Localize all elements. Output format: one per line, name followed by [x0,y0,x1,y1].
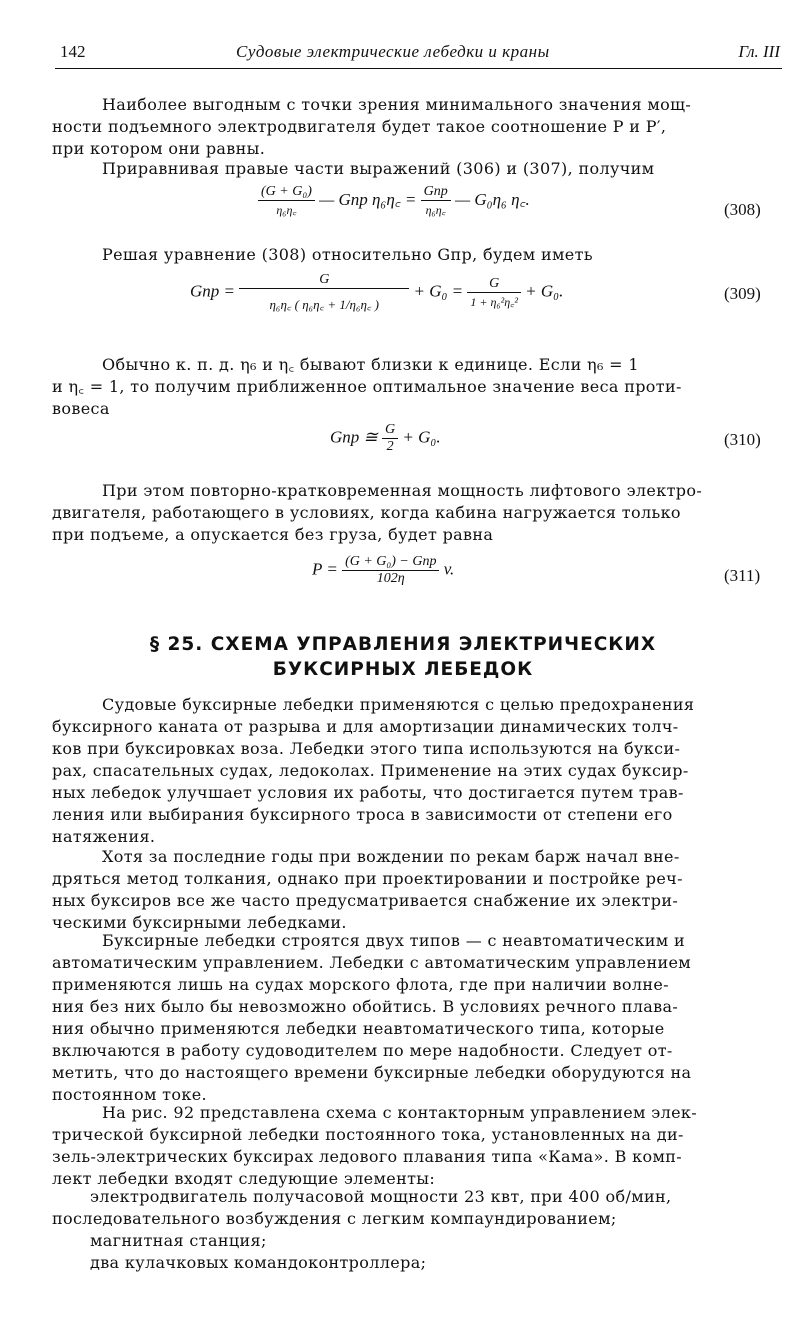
running-title: Судовые электрические лебедки и краны [236,42,550,61]
text-line: При этом повторно-кратковременная мощность лифтового электро- [102,481,703,500]
paragraph-7 [52,846,780,934]
page-number: 142 [60,42,86,61]
text-line: ков при буксировках воза. Лебедки этого типа используются на букси- [52,739,681,758]
text-line: ления или выбирания буксирного троса в зависимости от степени его [52,805,673,824]
text-line: постоянном токе. [52,1085,207,1104]
equation-number-308: (308) [724,200,761,219]
text-line: автоматическим управлением. Лебедки с автоматическим управлением [52,953,692,972]
fraction: $\frac{\text{(G + G₀) − Gпр}}{102\eta}$ [342,554,439,587]
text-line: ных буксиров все же часто предусматривается снабжение их электри- [52,891,679,910]
equation-number-311: (311) [724,566,761,585]
text-line: дряться метод толкания, однако при проектировании и постройке реч- [52,869,683,888]
text-line: зель-электрических буксирах ледового плавания типа «Кама». В комп- [52,1147,683,1166]
text-line: последовательного возбуждения с легким компаундированием; [52,1209,617,1228]
text-line: ных лебедок улучшает условия их работы, что достигается путем трав- [52,783,684,802]
text-line: при котором они равны. [52,139,266,158]
paragraph-3 [52,244,780,266]
text-line: трической буксирной лебедки постоянного тока, установленных на ди- [52,1125,684,1144]
text-line: при подъеме, а опускается без груза, будет равна [52,525,494,544]
text-line: и η꜀ = 1, то получим приближенное оптимальное значение веса проти- [52,377,682,396]
text-line: применяются лишь на судах морского флота, где при наличии волне- [52,975,669,994]
text-line: Наиболее выгодным с точки зрения минимального значения мощ- [102,95,692,114]
section-title-line: БУКСИРНЫХ ЛЕБЕДОК [272,659,534,680]
text-line: буксирного каната от разрыва и для амортизации динамических толч- [52,717,679,736]
section-heading [80,632,726,682]
equation-311: P = $\frac{\text{(G + G₀) − Gпр}}{102\eta}$ v. [312,554,455,586]
equation-number-309: (309) [724,284,761,303]
paragraph-10 [52,1186,780,1230]
section-title-line: § 25. СХЕМА УПРАВЛЕНИЯ ЭЛЕКТРИЧЕСКИХ [149,634,657,655]
text-line: ности подъемного электродвигателя будет такое соотношение P и P′, [52,117,667,136]
paragraph-6 [52,694,780,848]
paragraph-1 [52,94,780,160]
fraction: $\frac{\text{Gпр}}{\text{η₆η꜀}}$ [421,184,451,218]
fraction: $\frac{G}{2}$ [382,422,398,455]
fraction: $\frac{G}{\text{1 + η₆²η꜀²}}$ [467,276,521,310]
text-line: вовеса [52,399,110,418]
equation-308: $\frac{\text{(G + G₀)}}{\text{η₆η꜀}}$ — Gпр η₆η꜀ = $\frac{\text{Gпр}}{\text{η₆η꜀}}$ — G₀η₆ η꜀. [258,184,530,218]
paragraph-9 [52,1102,780,1190]
text-line: лект лебедки входят следующие элементы: [52,1169,436,1188]
paragraph-8 [52,930,780,1106]
paragraph-2 [52,158,780,180]
text-line: ния обычно применяются лебедки неавтоматического типа, которые [52,1019,665,1038]
paragraph-4 [52,354,780,420]
text-line: Обычно к. п. д. η₆ и η꜀ бывают близки к единице. Если η₆ = 1 [102,355,639,374]
text-line: ческими буксирными лебедками. [52,913,347,932]
equation-310: Gпр ≅ $\frac{G}{2}$ + G₀. [330,422,441,454]
text-line: Судовые буксирные лебедки применяются с целью предохранения [102,695,695,714]
text-line: рах, спасательных судах, ледоколах. Применение на этих судах буксир- [52,761,689,780]
text-line: Решая уравнение (308) относительно Gпр, будем иметь [102,245,593,264]
text-line: электродвигатель получасовой мощности 23 квт, при 400 об/мин, [90,1187,672,1206]
equation-number-310: (310) [724,430,761,449]
paragraph-11 [52,1230,780,1252]
paragraph-12 [52,1252,780,1274]
text-line: два кулачковых командоконтроллера; [90,1253,427,1272]
text-line: включаются в работу судоводителем по мере надобности. Следует от- [52,1041,673,1060]
text-line: натяжения. [52,827,156,846]
text-line: Буксирные лебедки строятся двух типов — с неавтоматическим и [102,931,686,950]
equation-309: Gпр = $\frac{G}{\text{η₆η꜀ ( η₆η꜀ + 1/η₆η꜀ )}}$ + G₀ = $\frac{G}{\text{1 + η₆²η꜀²}}$ + G₀. [190,272,564,312]
header-rule [55,68,782,69]
paragraph-5 [52,480,780,546]
text-line: метить, что до настоящего времени буксирные лебедки оборудуются на [52,1063,692,1082]
text-line: ния без них было бы невозможно обойтись. В условиях речного плава- [52,997,679,1016]
chapter-label: Гл. III [738,42,780,61]
fraction: $\frac{\text{(G + G₀)}}{\text{η₆η꜀}}$ [258,184,315,218]
fraction: $\frac{G}{\text{η₆η꜀ ( η₆η꜀ + 1/η₆η꜀ )}}$ [239,272,409,313]
text-line: двигателя, работающего в условиях, когда кабина нагружается только [52,503,681,522]
text-line: На рис. 92 представлена схема с контакторным управлением элек- [102,1103,698,1122]
text-line: Хотя за последние годы при вождении по рекам барж начал вне- [102,847,680,866]
text-line: Приравнивая правые части выражений (306) и (307), получим [102,159,655,178]
text-line: магнитная станция; [90,1231,267,1250]
page-header [60,38,780,66]
